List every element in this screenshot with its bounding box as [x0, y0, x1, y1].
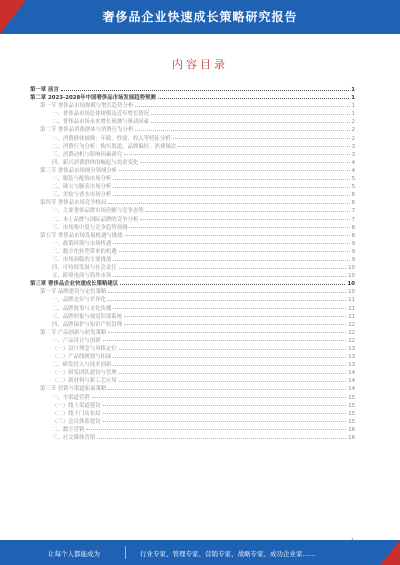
toc-entry-text: （二）线下门店布局 [52, 410, 101, 417]
toc-leader-dots [119, 349, 346, 350]
toc-entry-page: 15 [348, 418, 355, 425]
toc-entry-page: 12 [348, 337, 355, 344]
toc-entry-page: 11 [348, 313, 355, 320]
toc-entry[interactable] [30, 272, 355, 280]
toc-entry-page: 10 [347, 281, 355, 288]
toc-entry[interactable] [30, 434, 355, 442]
toc-entry-text: 第二节 奢侈品消费群体与消费行为分析 [40, 127, 134, 134]
toc-leader-dots [119, 381, 346, 382]
toc-leader-dots [92, 397, 346, 398]
toc-leader-dots [108, 300, 346, 301]
toc-entry-text: 三、市场面临的主要挑战 [52, 256, 112, 263]
toc-entry[interactable] [30, 118, 355, 126]
toc-leader-dots [140, 162, 349, 163]
toc-entry-page: 9 [351, 248, 355, 255]
toc-entry-page: 12 [348, 321, 355, 328]
toc-entry-text: 第三章 奢侈品企业快速成长策略建议 [30, 281, 119, 288]
toc-leader-dots [178, 146, 350, 147]
toc-entry-text: 四、新兴消费群体的崛起与需求变化 [52, 159, 139, 166]
toc-leader-dots [129, 227, 349, 228]
toc-entry[interactable] [30, 361, 355, 369]
toc-entry-page: 1 [351, 87, 355, 93]
toc-entry[interactable] [30, 418, 355, 426]
toc-entry-page: 11 [348, 297, 355, 304]
toc-entry-page: 13 [348, 346, 355, 352]
toc-entry[interactable] [30, 410, 355, 418]
toc-entry-text: 二、品牌故事与文化传播 [52, 305, 112, 312]
footer-slogan-left: 让每个人都能成为 [48, 550, 100, 558]
table-of-contents [30, 86, 355, 442]
toc-leader-dots [113, 195, 349, 196]
toc-entry-page: 9 [351, 256, 355, 263]
toc-entry-text: （一）线上渠道建设 [52, 402, 101, 409]
toc-entry-page: 3 [351, 151, 355, 158]
toc-leader-dots [119, 251, 350, 252]
toc-entry[interactable] [30, 102, 355, 110]
toc-leader-dots [108, 292, 346, 293]
toc-entry-text: 三、美妆与香水市场分析 [52, 192, 112, 199]
toc-leader-dots [97, 438, 346, 439]
toc-leader-dots [151, 122, 350, 123]
toc-leader-dots [108, 389, 346, 390]
toc-entry[interactable] [30, 296, 355, 304]
toc-entry[interactable] [30, 264, 355, 272]
toc-leader-dots [113, 179, 349, 180]
toc-entry-page: 1 [351, 103, 355, 110]
toc-entry[interactable] [30, 426, 355, 434]
toc-entry-text: 三、市场集中度与竞争趋势预测 [52, 224, 128, 231]
toc-leader-dots [86, 429, 346, 430]
toc-leader-dots [103, 340, 347, 341]
toc-entry-page: 10 [348, 273, 355, 280]
toc-entry[interactable] [30, 313, 355, 321]
toc-entry[interactable] [30, 183, 355, 191]
toc-entry-text: 第二节 产品创新与研发策略 [40, 329, 107, 336]
toc-leader-dots [103, 413, 347, 414]
toc-leader-dots [113, 357, 346, 358]
toc-entry[interactable] [30, 321, 355, 329]
toc-entry-page: 10 [348, 289, 355, 296]
toc-entry-page: 2 [351, 119, 355, 126]
report-title: 奢侈品企业快速成长策略研究报告 [102, 10, 298, 24]
toc-entry[interactable] [30, 151, 355, 159]
toc-entry-page: 2 [351, 127, 355, 134]
toc-entry-text: 一、消费群体画像：年龄、性别、收入等特征分析 [52, 135, 171, 142]
toc-entry-text: 二、数字营销 [52, 426, 85, 433]
toc-entry-text: （一）设计理念与风格定位 [52, 346, 117, 352]
toc-entry-page: 16 [348, 435, 355, 442]
toc-entry[interactable] [30, 377, 355, 385]
toc-entry-text: 第五节 奢侈品市场发展机遇与挑战 [40, 232, 123, 239]
toc-leader-dots [173, 138, 350, 139]
toc-entry-page: 6 [351, 200, 355, 207]
toc-chapter-entry[interactable] [30, 94, 355, 102]
toc-entry[interactable] [30, 256, 355, 264]
toc-entry-page: 16 [348, 426, 355, 433]
toc-entry[interactable] [30, 110, 355, 118]
toc-entry-text: 一、品牌定位与差异化 [52, 297, 106, 304]
toc-entry-text: （三）会员体系建设 [52, 418, 101, 425]
toc-leader-dots [108, 203, 349, 204]
toc-leader-dots [113, 243, 349, 244]
toc-entry-page: 14 [348, 386, 355, 393]
toc-entry[interactable] [30, 329, 355, 337]
toc-entry-text: 第二章 2023-2028年中国奢侈品市场发展趋势预测 [30, 95, 156, 102]
toc-chapter-entry[interactable] [30, 280, 355, 288]
toc-entry-page: 12 [348, 329, 355, 336]
toc-entry-text: （一）研发团队建设与管理 [52, 370, 117, 377]
toc-entry[interactable] [30, 240, 355, 248]
toc-leader-dots [103, 421, 347, 422]
toc-leader-dots [151, 114, 350, 115]
toc-leader-dots [113, 276, 346, 277]
footer-divider [125, 546, 126, 559]
toc-entry[interactable] [30, 167, 355, 175]
toc-entry-text: 一、服装与配饰市场分析 [52, 176, 112, 183]
toc-entry[interactable] [30, 207, 355, 215]
toc-entry-text: 一、奢侈品市场总体规模及近年增长情况 [52, 111, 150, 118]
toc-entry-page: 1 [351, 95, 355, 102]
toc-entry-text: 第一节 品牌建设与定位策略 [40, 289, 107, 296]
toc-entry-text: 二、奢侈品市场未来增长预测与驱动因素 [52, 119, 150, 126]
toc-entry-page: 7 [351, 208, 355, 215]
toc-entry[interactable] [30, 385, 355, 393]
footer-slogan-right: 行业专家、管理专家、营销专家、战略专家、成功企业家…… [140, 550, 316, 558]
toc-entry-text: 一、产品设计与创新 [52, 337, 101, 344]
toc-entry[interactable] [30, 288, 355, 296]
toc-entry[interactable] [30, 402, 355, 410]
toc-leader-dots [61, 90, 349, 91]
toc-entry-text: 四、品牌保护与知识产权管理 [52, 321, 123, 328]
toc-entry-page: 5 [351, 184, 355, 191]
toc-entry[interactable] [30, 126, 355, 134]
toc-entry-page: 13 [348, 354, 355, 361]
toc-heading: 内容目录 [172, 58, 228, 71]
toc-entry[interactable] [30, 394, 355, 402]
toc-leader-dots [140, 219, 349, 220]
toc-entry[interactable] [30, 345, 355, 353]
toc-leader-dots [146, 211, 350, 212]
toc-entry[interactable] [30, 175, 355, 183]
toc-leader-dots [125, 235, 350, 236]
toc-entry-text: 二、消费行为分析：购买渠道、品牌偏好、消费频次 [52, 143, 176, 150]
toc-entry-text: 第一章 前言 [30, 87, 59, 93]
toc-leader-dots [113, 187, 349, 188]
toc-entry[interactable] [30, 305, 355, 313]
toc-entry-page: 10 [348, 265, 355, 272]
toc-entry-page: 8 [351, 232, 355, 239]
toc-entry-page: 7 [351, 216, 355, 223]
toc-leader-dots [113, 260, 349, 261]
toc-leader-dots [158, 98, 349, 99]
toc-leader-dots [119, 170, 349, 171]
toc-leader-dots [113, 308, 346, 309]
toc-entry-text: 第三节 营销与渠道拓展策略 [40, 386, 107, 393]
toc-entry-page: 1 [351, 111, 355, 118]
toc-entry-page: 14 [348, 378, 355, 385]
toc-leader-dots [135, 106, 349, 107]
toc-entry-page: 8 [351, 224, 355, 231]
toc-entry-page: 15 [348, 402, 355, 409]
toc-entry[interactable] [30, 143, 355, 151]
toc-entry-page: 2 [351, 135, 355, 142]
toc-entry-page: 5 [351, 176, 355, 183]
toc-entry-text: 三、品牌形象与视觉识别系统 [52, 313, 123, 320]
toc-entry[interactable] [30, 159, 355, 167]
toc-entry-text: 一、政策环境与市场机遇 [52, 240, 112, 247]
toc-leader-dots [124, 324, 346, 325]
toc-entry-page: 4 [351, 159, 355, 166]
toc-entry-text: 一、全渠道营销 [52, 394, 90, 401]
toc-entry[interactable] [30, 216, 355, 224]
footer-red-corner [380, 540, 400, 565]
toc-entry[interactable] [30, 232, 355, 240]
toc-entry-page: 14 [348, 370, 355, 377]
toc-leader-dots [113, 365, 346, 366]
toc-leader-dots [119, 373, 346, 374]
toc-entry[interactable] [30, 199, 355, 207]
toc-entry[interactable] [30, 224, 355, 232]
toc-entry-page: 6 [351, 192, 355, 199]
toc-entry-text: 二、数字化转型带来的机遇 [52, 248, 117, 255]
toc-entry[interactable] [30, 191, 355, 199]
toc-entry-page: 4 [351, 167, 355, 174]
toc-leader-dots [135, 130, 349, 131]
toc-entry-text: （二）产品线规划与拓展 [52, 354, 112, 361]
toc-entry[interactable] [30, 337, 355, 345]
toc-leader-dots [124, 154, 349, 155]
toc-entry[interactable] [30, 369, 355, 377]
toc-entry-text: （二）新材料与新工艺应用 [52, 378, 117, 385]
toc-entry-page: 15 [348, 394, 355, 401]
toc-entry-text: 二、本土品牌与国际品牌的竞争分析 [52, 216, 139, 223]
toc-leader-dots [124, 316, 346, 317]
toc-leader-dots [108, 332, 346, 333]
toc-entry-text: 三、消费动机与影响因素研究 [52, 151, 123, 158]
toc-entry-text: 三、社交媒体营销 [52, 435, 96, 442]
toc-chapter-entry[interactable] [30, 86, 355, 94]
toc-entry-text: 第三节 奢侈品市场细分领域分析 [40, 167, 118, 174]
toc-leader-dots [119, 268, 346, 269]
toc-entry-page: 9 [351, 240, 355, 247]
toc-entry[interactable] [30, 135, 355, 143]
toc-leader-dots [120, 284, 345, 285]
toc-entry-text: 四、可持续发展与社会责任 [52, 265, 117, 272]
toc-entry-text: 第四节 奢侈品市场竞争格局 [40, 200, 107, 207]
toc-entry-page: 13 [348, 362, 355, 369]
toc-entry-text: 一、主要奢侈品牌市场份额与竞争态势 [52, 208, 144, 215]
toc-entry-text: 第一节 奢侈品市场规模与增长趋势分析 [40, 103, 134, 110]
toc-entry-page: 3 [351, 143, 355, 150]
toc-entry[interactable] [30, 353, 355, 361]
toc-entry[interactable] [30, 248, 355, 256]
toc-entry-text: 五、跨境电商与海外市场 [52, 273, 112, 280]
toc-entry-page: 11 [348, 305, 355, 312]
toc-entry-text: 二、珠宝与腕表市场分析 [52, 184, 112, 191]
toc-leader-dots [103, 405, 347, 406]
toc-entry-page: 15 [348, 410, 355, 417]
toc-entry-text: 二、研发投入与技术创新 [52, 362, 112, 369]
